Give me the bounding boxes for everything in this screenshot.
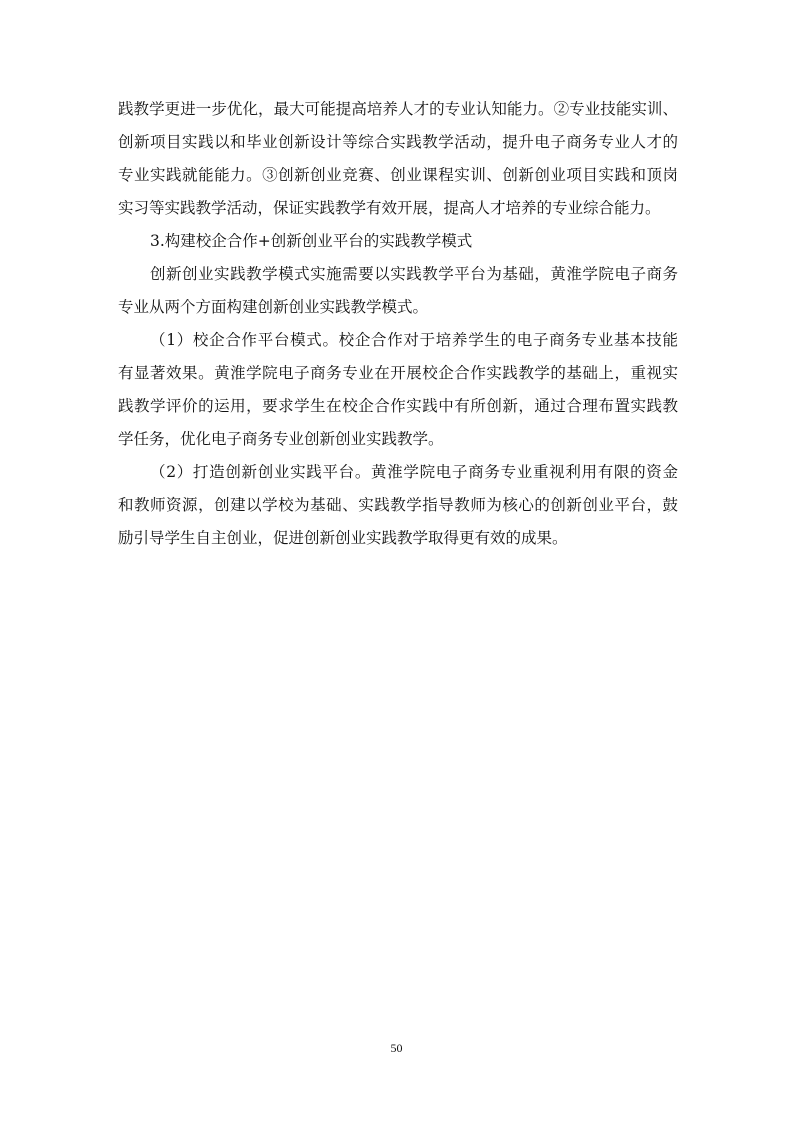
paragraph-4-line-2: 和教师资源，创建以学校为基础、实践教学指导教师为核心的创新创业平台，鼓 <box>118 496 678 514</box>
paragraph-3-line-2: 有显著效果。黄淮学院电子商务专业在开展校企合作实践教学的基础上，重视实 <box>118 364 678 382</box>
paragraph-1-line-3: 专业实践就能能力。③创新创业竞赛、创业课程实训、创新创业项目实践和顶岗 <box>118 166 678 184</box>
paragraph-4-line-1: （2）打造创新创业实践平台。黄淮学院电子商务专业重视利用有限的资金 <box>150 463 678 481</box>
paragraph-3-line-1: （1）校企合作平台模式。校企合作对于培养学生的电子商务专业基本技能 <box>150 331 678 349</box>
page-number: 50 <box>390 1041 403 1055</box>
section-heading: 3.构建校企合作+创新创业平台的实践教学模式 <box>150 232 473 250</box>
paragraph-4-line-3: 励引导学生自主创业，促进创新创业实践教学取得更有效的成果。 <box>118 529 568 547</box>
paragraph-3-line-3: 践教学评价的运用，要求学生在校企合作实践中有所创新，通过合理布置实践教 <box>118 397 678 415</box>
paragraph-2-line-1: 创新创业实践教学模式实施需要以实践教学平台为基础，黄淮学院电子商务 <box>150 265 678 283</box>
paragraph-1-line-1: 践教学更进一步优化，最大可能提高培养人才的专业认知能力。②专业技能实训、 <box>118 100 678 118</box>
paragraph-3-line-4: 学任务，优化电子商务专业创新创业实践教学。 <box>118 430 444 448</box>
paragraph-1-line-2: 创新项目实践以和毕业创新设计等综合实践教学活动，提升电子商务专业人才的 <box>118 133 678 151</box>
paragraph-1-line-4: 实习等实践教学活动，保证实践教学有效开展，提高人才培养的专业综合能力。 <box>118 199 661 217</box>
paragraph-2-line-2: 专业从两个方面构建创新创业实践教学模式。 <box>118 298 429 316</box>
